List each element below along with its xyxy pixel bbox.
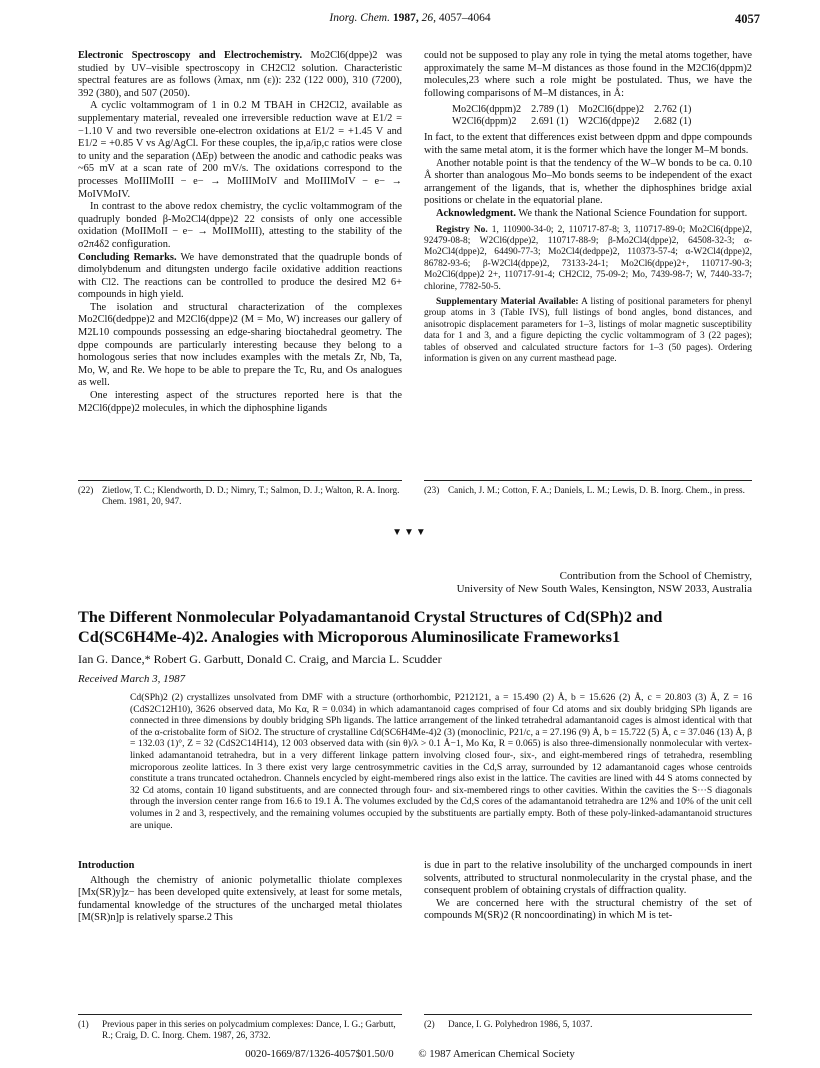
footnotes-bottom-left <box>78 1014 402 1041</box>
footnote-text: Previous paper in this series on polycadmium complexes: Dance, I. G.; Garbutt, R.; Craig, D. C. Inorg. Chem. 1987, 26, 3732. <box>102 1019 396 1041</box>
registry-paragraph <box>424 225 752 293</box>
footnote <box>78 485 402 507</box>
run-in-heading: Acknowledgment. <box>436 207 516 219</box>
right-column <box>424 50 752 365</box>
footnote-rule <box>78 1014 402 1015</box>
paragraph: Although the chemistry of anionic polymetallic thiolate complexes [Mx(SR)y]z− has been developed quite extensively, at least for some metals, fundamental knowledge of the structures of the uncharged metal thiolates [M(SR)n]p is relatively sparse.2 This <box>78 874 402 924</box>
footnote <box>424 1019 752 1030</box>
paragraph: The isolation and structural characterization of the complexes Mo2Cl6(dedppe)2 and M2Cl6(dppe)2 (M = Mo, W) increases our gallery of M2L10 compounds possessing an edge-sharing bioctahedral geometry. The dppe compounds are particularly interesting because they belong to a homologous series that now includes examples with the metals Zr, Nb, Ta, Mo, W, and Re. We hope to be able to prepare the Tc, Ru, and Os analogues as well. <box>78 301 402 389</box>
paragraph: One interesting aspect of the structures reported here is that the M2Cl6(dppe)2 molecules, in which the diphosphine ligands <box>78 390 402 414</box>
paragraph <box>78 50 402 100</box>
article-divider: ▼▼▼ <box>392 527 428 538</box>
paragraph-text: We have demonstrated that the quadruple bonds of dimolybdenum and ditungsten undergo facile oxidative addition reactions with Cl2. The reactions can be controlled to produce the desired M2 6+ compounds in high yield. <box>78 251 402 301</box>
paragraph <box>424 208 752 221</box>
paragraph: In fact, to the extent that differences exist between dppm and dppe compounds with the same metal atom, it is the former which have the longer M–M bonds. <box>424 132 752 156</box>
contribution-line <box>252 570 752 596</box>
introduction-left <box>78 860 402 925</box>
footnote-number: (1) <box>78 1019 89 1029</box>
table-cell: 2.682 (1) <box>654 116 692 128</box>
table-cell: Mo2Cl6(dppm)2 <box>452 104 522 116</box>
article-title: The Different Nonmolecular Polyadamantanoid Crystal Structures of Cd(SPh)2 and Cd(SC6H4Me-4)2. Analogies with Microporous Aluminosilicate Frameworks1 <box>78 607 663 646</box>
table-cell: 2.762 (1) <box>654 104 692 116</box>
table-row <box>452 116 701 128</box>
paragraph-text: 1, 110900-34-0; 2, 110717-87-8; 3, 110717-89-0; Mo2Cl6(dppe)2, 92479-08-8; W2Cl6(dppe)2, 110717-88-9; β-Mo2Cl4(dppe)2, 64508-32-3; α-Mo2Cl4(dppe)2, 64490-77-3; Mo2Cl4(dedppe)2, 110373-57-4; α-W2Cl4(dppe)2, 86782-93-6; β-W2Cl4(dppe)2, 73133-24-1; Mo2Cl6(dppe)2+, 110717-90-3; Mo2Cl6(dppe)2 2+, 110717-91-4; CH2Cl2, 75-09-2; Mo, 7439-98-7; W, 7440-33-7; chlorine, 7782-50-5. <box>424 224 752 292</box>
contribution-line-1: Contribution from the School of Chemistry, <box>559 570 752 582</box>
paragraph: is due in part to the relative insolubility of the uncharged compounds in inert solvents, attributed to structural nonmolecularity in the crystal phase, and the consequent problem of obtaining crystals of diffraction quality. <box>424 860 752 897</box>
table-cell: W2Cl6(dppm)2 <box>452 116 517 128</box>
table-cell: W2Cl6(dppe)2 <box>578 116 640 128</box>
article-authors: Ian G. Dance,* Robert G. Garbutt, Donald C. Craig, and Marcia L. Scudder <box>78 652 442 666</box>
distance-table <box>452 104 701 128</box>
table-cell: Mo2Cl6(dppe)2 <box>578 104 645 116</box>
footnote-rule <box>78 480 402 481</box>
left-column <box>78 50 402 415</box>
received-date: Received March 3, 1987 <box>78 673 186 685</box>
supplementary-paragraph <box>424 297 752 365</box>
article-abstract: Cd(SPh)2 (2) crystallizes unsolvated from DMF with a structure (orthorhombic, P212121, a = 15.490 (2) Å, b = 15.626 (2) Å, c = 20.803 (3) Å, Z = 16 (CdS2C12H10), 3626 observed data, Mo Kα, R = 0.034) in which adamantanoid cages comprised of four Cd atoms and six doubly bridging SPh ligands are connected in three dimensions by doubly bridging SPh ligands. The lattice arrangement of the linked tetrahedral adamantanoid cages is almost identical with that of the α-cristobalite form of SiO2. The structure of crystalline Cd(SC6H4Me-4)2 (3) (monoclinic, P21/c, a = 27.196 (9) Å, b = 15.722 (5) Å, c = 37.046 (13) Å, β = 132.03 (1)°, Z = 32 (CdS2C14H14), 12 003 observed data with (sin θ)/λ > 0.1 Å−1, Mo Kα, R = 0.065) is also three-dimensionally nonmolecular with vertex-linked adamantanoid tetrahedra, but in a very different linkage pattern involving closed four-, six-, and eight-membered rings of tetrahedra, resembling microporous zeolite lattices. In 3 there exist very large centrosymmetric cavities in the Cd,S array, surrounded by 12 adamantanoid cages whose centroids constitute a trans truncated octahedron. Channels encycled by eight-membered rings also exist in the lattice. The cavities are lined with 44 S atoms connected by 32 Cd atoms, contain 10 ligand substituents, and are connected through four- and six-membered rings to other cavities. Within the cavities the S···S diagonals through the inversion center range from 16.6 to 19.1 Å. The volumes excluded by the Cd,S cores of the adamantanoid tetrahedra are 12% and 10% of the unit cell volumes in 2 and 3, respectively, and the remaining volumes occupied by the substituents are partially empty. Both of these poly-linked-adamantanoid structures are unique. <box>130 692 752 831</box>
journal-pages: 4057–4064 <box>438 12 491 24</box>
paragraph: We are concerned here with the structural chemistry of the set of compounds M(SR)2 (R noncoordinating) in which M is tet- <box>424 897 752 922</box>
run-in-heading: Supplementary Material Available: <box>436 296 579 307</box>
journal-name: Inorg. Chem. <box>329 12 390 24</box>
paragraph: could not be supposed to play any role in tying the metal atoms together, have approximately the same M–M distances as those found in the M2Cl6(dppm)2 molecules,23 where such a role might be postulated. Thus, we have the following comparisons of M–M distances, in Å: <box>424 50 752 99</box>
footnotes-left <box>78 480 402 507</box>
footnote-rule <box>424 480 752 481</box>
footnote-text: Zietlow, T. C.; Klendworth, D. D.; Nimry, T.; Salmon, D. J.; Walton, R. A. Inorg. Chem. 1981, 20, 947. <box>102 485 400 507</box>
footnote-number: (22) <box>78 485 94 495</box>
issn-code: 0020-1669/87/1326-4057$01.50/0 <box>245 1048 394 1060</box>
paragraph-text: Mo2Cl6(dppe)2 was studied by UV–visible spectroscopy in CH2Cl2 solution. Characteristic spectral features are as follows (λmax, nm (ε)): 232 (122 000), 310 (7200), 392 (380), and 507 (2050). <box>78 50 402 99</box>
footnote-text: Dance, I. G. Polyhedron 1986, 5, 1037. <box>448 1019 593 1029</box>
footnote-rule <box>424 1014 752 1015</box>
page-footer <box>0 1048 820 1060</box>
page-number: 4057 <box>735 12 760 26</box>
run-in-heading: Registry No. <box>436 224 488 235</box>
table-cell: 2.789 (1) <box>531 104 569 116</box>
footnote-number: (2) <box>424 1019 435 1029</box>
paragraph <box>78 252 402 302</box>
paragraph-text: A listing of positional parameters for phenyl group atoms in 3 (Table IVS), full listings of bond angles, bond distances, and anisotropic displacement parameters for 1–3, listings of molar magnetic susceptibility data for 1 and 3, and a figure depicting the cyclic voltammogram of 3 (22 pages); tables of observed and calculated structure factors for 1–3 (50 pages). Ordering information is given on any current masthead page. <box>424 296 752 364</box>
table-row <box>452 104 701 116</box>
run-in-heading: Concluding Remarks. <box>78 251 177 263</box>
footnote-number: (23) <box>424 485 440 495</box>
journal-volume: 26, <box>421 12 436 24</box>
paragraph: A cyclic voltammogram of 1 in 0.2 M TBAH in CH2Cl2, available as supplementary material, revealed one irreversible reduction wave at E1/2 = −1.10 V and two reversible one-electron oxidations at E1/2 = +1.45 V and E1/2 = +0.85 V vs Ag/AgCl. For these couples, the ip,a/ip,c ratios were close to unity and the separation (ΔEp) between the anodic and cathodic peaks was ~65 mV at a scan rate of 200 mV/s. The oxidations correspond to the processes MoIIIMoIII − e− → MoIIIMoIV and MoIIIMoIV − e− → MoIVMoIV. <box>78 100 402 200</box>
paragraph-text: We thank the National Science Foundation for support. <box>518 207 748 219</box>
footnote-text: Canich, J. M.; Cotton, F. A.; Daniels, L. M.; Lewis, D. B. Inorg. Chem., in press. <box>448 485 745 495</box>
running-head <box>60 12 760 24</box>
footnote <box>424 485 752 496</box>
paragraph: Another notable point is that the tendency of the W–W bonds to be ca. 0.10 Å shorter than analogous Mo–Mo bonds seems to be independent of the exact arrangement of the ligands, that is, whether the diphosphines bridge axial positions or chelate in the equatorial plane. <box>424 157 752 207</box>
journal-citation <box>60 12 760 24</box>
copyright: © 1987 American Chemical Society <box>418 1048 575 1060</box>
footnotes-right <box>424 480 752 496</box>
footnote <box>78 1019 402 1041</box>
contribution-line-2: University of New South Wales, Kensington, NSW 2033, Australia <box>456 583 752 595</box>
paragraph: In contrast to the above redox chemistry, the cyclic voltammogram of the quadruply bonded β-Mo2Cl4(dppe)2 22 consists of only one accessible oxidation (MoIIMoII − e− → MoIIMoIII), attesting to the stability of the σ2π4δ2 configuration. <box>78 201 402 250</box>
introduction-right <box>424 860 752 923</box>
run-in-heading: Electronic Spectroscopy and Electrochemistry. <box>78 50 303 61</box>
section-heading: Introduction <box>78 860 135 871</box>
footnotes-bottom-right <box>424 1014 752 1030</box>
journal-year: 1987, <box>392 12 419 24</box>
table-cell: 2.691 (1) <box>531 116 569 128</box>
